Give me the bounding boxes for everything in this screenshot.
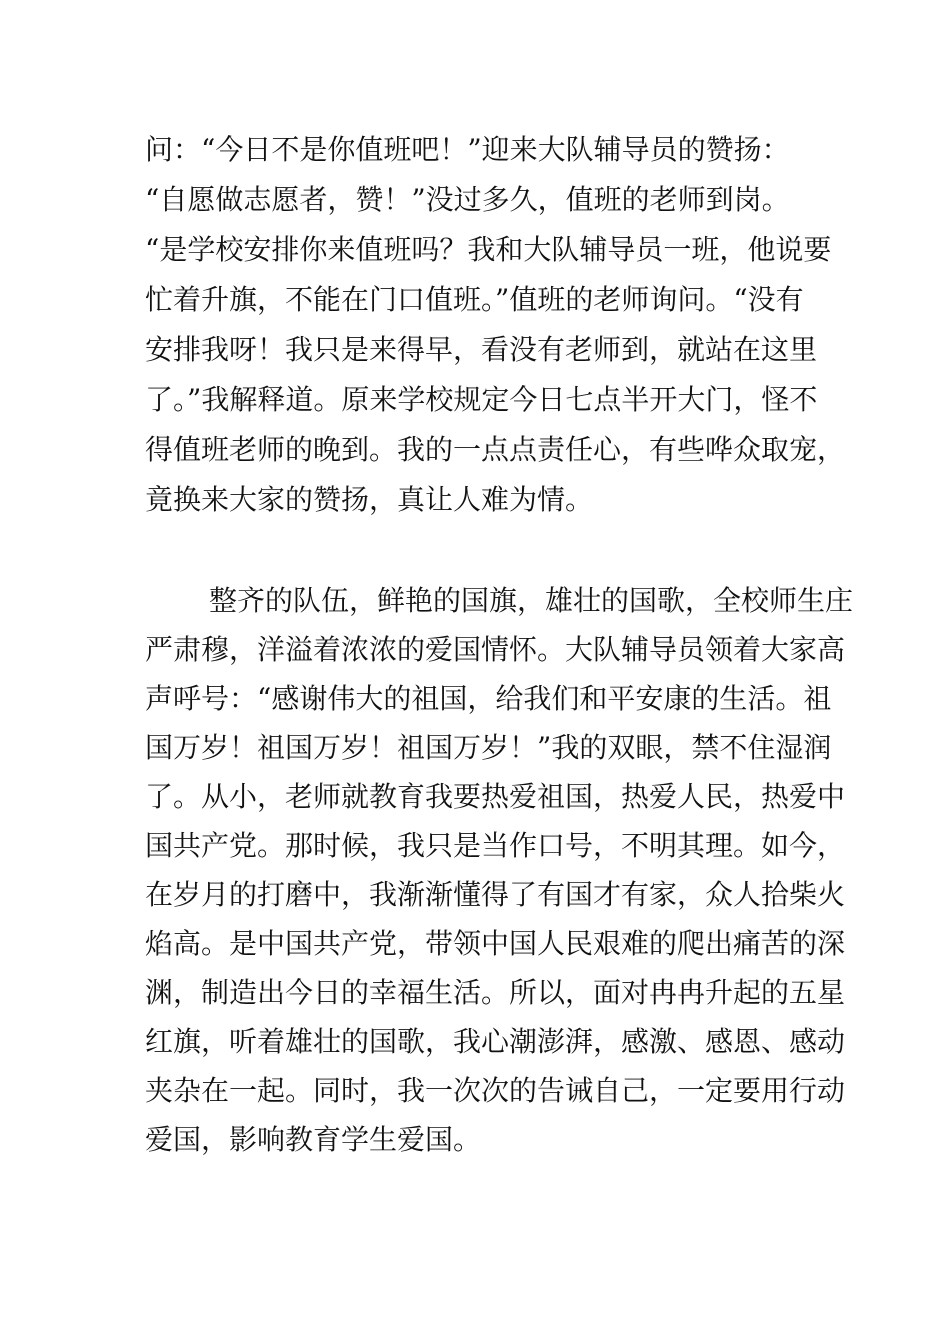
text-line: 渊，制造出今日的幸福生活。所以，面对冉冉升起的五星	[145, 976, 846, 1009]
text-line: “是学校安排你来值班吗？我和大队辅导员一班，他说要	[145, 233, 832, 266]
text-line: “自愿做志愿者，赞！”没过多久，值班的老师到岗。	[145, 183, 790, 216]
text-line: 爱国，影响教育学生爱国。	[145, 1123, 482, 1156]
text-line: 得值班老师的晚到。我的一点点责任心，有些哗众取宠，	[145, 433, 846, 466]
text-line: 夹杂在一起。同时，我一次次的告诫自己，一定要用行动	[145, 1074, 846, 1107]
text-line: 红旗，听着雄壮的国歌，我心潮澎湃，感激、感恩、感动	[145, 1025, 846, 1058]
text-line: 严肃穆，洋溢着浓浓的爱国情怀。大队辅导员领着大家高	[145, 633, 846, 666]
text-line: 声呼号：“感谢伟大的祖国，给我们和平安康的生活。祖	[145, 682, 832, 715]
text-line: 焰高。是中国共产党，带领中国人民艰难的爬出痛苦的深	[145, 927, 846, 960]
text-line: 了。”我解释道。原来学校规定今日七点半开大门，怪不	[145, 383, 818, 416]
text-line: 在岁月的打磨中，我渐渐懂得了有国才有家，众人拾柴火	[145, 878, 846, 911]
text-line: 了。从小，老师就教育我要热爱祖国，热爱人民，热爱中	[145, 780, 846, 813]
text-line: 国万岁！祖国万岁！祖国万岁！”我的双眼，禁不住湿润	[145, 731, 832, 764]
text-line: 问：“今日不是你值班吧！”迎来大队辅导员的赞扬：	[145, 133, 790, 166]
text-line: 忙着升旗，不能在门口值班。”值班的老师询问。“没有	[145, 283, 804, 316]
text-line: 竟换来大家的赞扬，真让人难为情。	[145, 483, 594, 516]
text-line: 国共产党。那时候，我只是当作口号，不明其理。如今，	[145, 829, 846, 862]
text-line: 安排我呀！我只是来得早，看没有老师到，就站在这里	[145, 333, 818, 366]
text-line: 整齐的队伍，鲜艳的国旗，雄壮的国歌，全校师生庄	[209, 584, 854, 617]
